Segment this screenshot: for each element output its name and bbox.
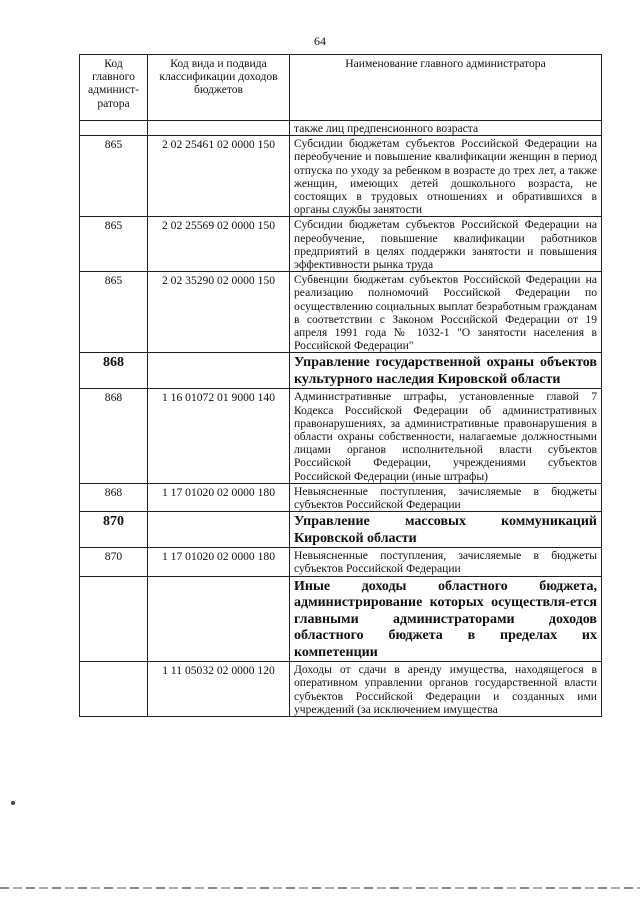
table-header — [80, 55, 602, 121]
admin-code-cell: 865 — [80, 272, 148, 353]
header-admin-name: Наименование главного администратора — [290, 55, 602, 121]
admin-name-cell: Иные доходы областного бюджета, администрирование которых осуществля-ется главными администраторами доходов областного бюджета в пределах их компетенции — [290, 576, 602, 662]
page-number: 64 — [314, 34, 326, 48]
admin-name-cell: Доходы от сдачи в аренду имущества, находящегося в оперативном управлении органов государственной власти субъектов Российской Федерации и созданных ими учреждений (за исключением имущества — [290, 662, 602, 717]
classification-code-cell: 2 02 25569 02 0000 150 — [148, 217, 290, 272]
admin-code-cell: 868 — [80, 389, 148, 483]
classification-code-cell: 1 17 01020 02 0000 180 — [148, 483, 290, 511]
classification-code-cell: 1 17 01020 02 0000 180 — [148, 548, 290, 576]
header-classification-code: Код вида и подвида классификации доходов бюджетов — [148, 55, 290, 121]
admin-name-cell: Административные штрафы, установленные главой 7 Кодекса Российской Федерации об административных правонарушениях, за административные правонарушения в области охраны собственности, налагаемые должностными лицами органов исполнительной власти субъектов Российской Федерации, учреждениями субъектов Российской Федерации (иные штрафы) — [290, 389, 602, 483]
header-admin-code: Код главного админист-ратора — [80, 55, 148, 121]
admin-code-cell: 868 — [80, 483, 148, 511]
classification-code-cell — [148, 121, 290, 136]
admin-code-cell — [80, 576, 148, 662]
table-row — [80, 389, 602, 483]
classification-code-cell: 1 11 05032 02 0000 120 — [148, 662, 290, 717]
scan-speck — [11, 801, 15, 805]
admin-code-cell — [80, 121, 148, 136]
admin-name-cell: Невыясненные поступления, зачисляемые в бюджеты субъектов Российской Федерации — [290, 548, 602, 576]
admin-name-cell: Управление массовых коммуникаций Кировской области — [290, 512, 602, 548]
classification-code-cell — [148, 353, 290, 389]
table-row-section — [80, 353, 602, 389]
admin-code-cell: 865 — [80, 136, 148, 217]
revenue-administrators-table — [79, 54, 602, 717]
table-row — [80, 548, 602, 576]
scan-edge-line — [0, 887, 640, 889]
table-row — [80, 121, 602, 136]
admin-code-cell: 868 — [80, 353, 148, 389]
admin-code-cell: 865 — [80, 217, 148, 272]
admin-name-cell: Субвенции бюджетам субъектов Российской Федерации на реализацию полномочий Российской Федерации по осуществлению социальных выплат безработным гражданам в соответствии с Законом Российской Федерации от 19 апреля 1991 года № 1032-1 "О занятости населения в Российской Федерации" — [290, 272, 602, 353]
classification-code-cell — [148, 512, 290, 548]
admin-name-cell: Невыясненные поступления, зачисляемые в бюджеты субъектов Российской Федерации — [290, 483, 602, 511]
table-row — [80, 136, 602, 217]
table-row-section — [80, 512, 602, 548]
admin-code-cell — [80, 662, 148, 717]
admin-code-cell: 870 — [80, 512, 148, 548]
table-row — [80, 662, 602, 717]
admin-name-cell: Управление государственной охраны объектов культурного наследия Кировской области — [290, 353, 602, 389]
table-row — [80, 217, 602, 272]
admin-name-cell: Субсидии бюджетам субъектов Российской Федерации на переобучение, повышение квалификации работников предприятий в целях поддержки занятости и повышения эффективности рынка труда — [290, 217, 602, 272]
classification-code-cell: 1 16 01072 01 9000 140 — [148, 389, 290, 483]
table-row — [80, 272, 602, 353]
admin-name-cell: Субсидии бюджетам субъектов Российской Федерации на переобучение и повышение квалификации женщин в период отпуска по уходу за ребенком в возрасте до трех лет, а также женщин, имеющих детей дошкольного возраста, не состоящих в трудовых отношениях и обратившихся в органы службы занятости — [290, 136, 602, 217]
table-row-section — [80, 576, 602, 662]
table-row — [80, 483, 602, 511]
classification-code-cell: 2 02 25461 02 0000 150 — [148, 136, 290, 217]
admin-name-cell: также лиц предпенсионного возраста — [290, 121, 602, 136]
classification-code-cell: 2 02 35290 02 0000 150 — [148, 272, 290, 353]
classification-code-cell — [148, 576, 290, 662]
admin-code-cell: 870 — [80, 548, 148, 576]
